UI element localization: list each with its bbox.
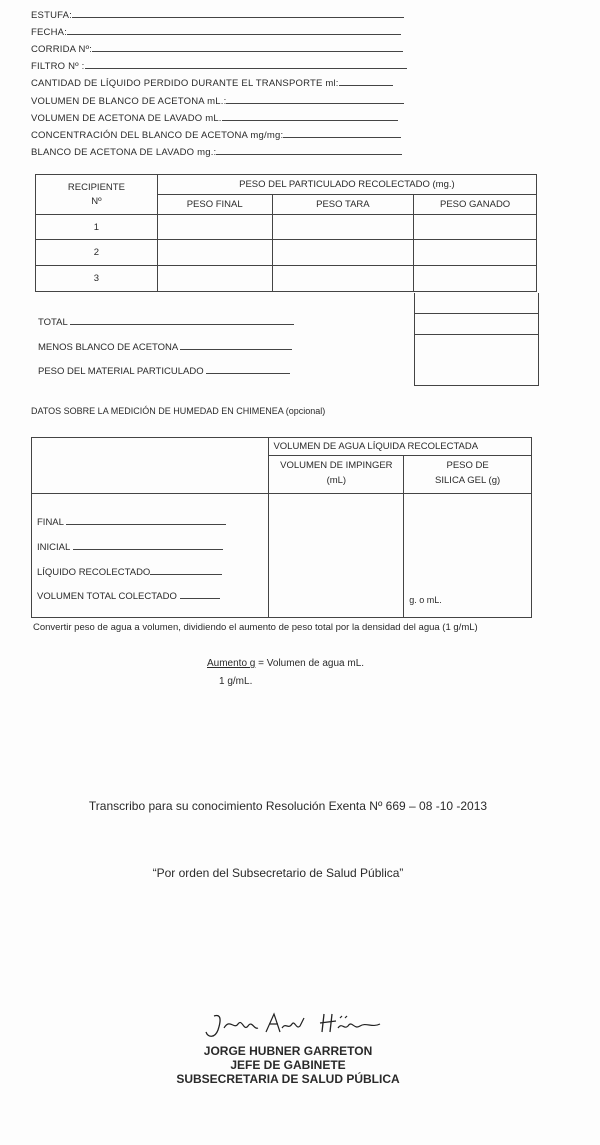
cell-volumen-impinger[interactable] xyxy=(269,494,404,618)
formula-numerator: Aumento g xyxy=(207,658,256,669)
peso-ganado-header: PESO GANADO xyxy=(414,195,537,215)
table-row-label: 2 xyxy=(36,240,158,266)
field-concentracion[interactable]: CONCENTRACIÓN DEL BLANCO DE ACETONA mg/mg: xyxy=(31,128,401,141)
handwritten-signature xyxy=(200,1008,400,1042)
cell-peso-ganado-3[interactable] xyxy=(414,266,537,292)
formula-line xyxy=(207,658,364,669)
signer-title: JEFE DE GABINETE xyxy=(230,1058,346,1072)
unit-note: g. o mL. xyxy=(409,595,442,605)
cell-peso-ganado-2[interactable] xyxy=(414,240,537,266)
row-volumen-total[interactable]: VOLUMEN TOTAL COLECTADO xyxy=(37,589,220,602)
convert-note: Convertir peso de agua a volumen, dividiendo el aumento de peso total por la densidad del agua (1 g/mL) xyxy=(33,622,478,633)
order-text: “Por orden del Subsecretario de Salud Pública” xyxy=(152,866,404,880)
field-filtro[interactable]: FILTRO Nº : xyxy=(31,59,407,72)
peso-final-header: PESO FINAL xyxy=(157,195,272,215)
peso-tara-header: PESO TARA xyxy=(272,195,414,215)
row-liquido-recolectado[interactable]: LÍQUIDO RECOLECTADO xyxy=(37,565,222,578)
particulate-table xyxy=(35,174,537,292)
row-inicial[interactable]: INICIAL xyxy=(37,540,223,553)
field-blanco-lavado[interactable]: BLANCO DE ACETONA DE LAVADO mg.: xyxy=(31,145,402,158)
humidity-blank-header xyxy=(32,438,269,494)
signer-department: SUBSECRETARIA DE SALUD PÚBLICA xyxy=(176,1072,400,1086)
table-row-label: 1 xyxy=(36,215,158,240)
peso-material-line[interactable]: PESO DEL MATERIAL PARTICULADO xyxy=(38,364,290,377)
humidity-title: DATOS SOBRE LA MEDICIÓN DE HUMEDAD EN CHIMENEA (opcional) xyxy=(31,406,326,416)
volumen-impinger-header: VOLUMEN DE IMPINGER (mL) xyxy=(269,456,404,494)
material-particulado-box[interactable] xyxy=(414,335,539,386)
field-corrida[interactable]: CORRIDA Nº: xyxy=(31,42,403,55)
recipiente-header: RECIPIENTE Nº xyxy=(36,175,158,215)
cell-peso-tara-2[interactable] xyxy=(272,240,414,266)
cell-peso-ganado-1[interactable] xyxy=(414,215,537,240)
total-box[interactable] xyxy=(414,293,539,314)
cell-peso-final-1[interactable] xyxy=(157,215,272,240)
signature-image xyxy=(200,1008,400,1042)
menos-blanco-box[interactable] xyxy=(414,314,539,335)
silica-gel-header: PESO DE SILICA GEL (g) xyxy=(404,456,532,494)
field-volumen-lavado[interactable]: VOLUMEN DE ACETONA DE LAVADO mL. xyxy=(31,111,398,124)
table-row-label: 3 xyxy=(36,266,158,292)
formula-rhs: = Volumen de agua mL. xyxy=(258,658,365,669)
field-volumen-blanco[interactable]: VOLUMEN DE BLANCO DE ACETONA mL.: xyxy=(31,94,404,107)
menos-blanco-line[interactable]: MENOS BLANCO DE ACETONA xyxy=(38,340,292,353)
signer-name: JORGE HUBNER GARRETON xyxy=(203,1044,373,1058)
cell-peso-final-3[interactable] xyxy=(157,266,272,292)
signature-block xyxy=(0,1044,588,1086)
row-final[interactable]: FINAL xyxy=(37,515,226,528)
formula-denominator: 1 g/mL. xyxy=(219,676,253,687)
resolution-text: Transcribo para su conocimiento Resolución Exenta Nº 669 – 08 -10 -2013 xyxy=(88,799,488,813)
field-fecha[interactable]: FECHA: xyxy=(31,25,401,38)
field-liquido-perdido[interactable]: CANTIDAD DE LÍQUIDO PERDIDO DURANTE EL TRANSPORTE ml: xyxy=(31,76,393,89)
cell-peso-final-2[interactable] xyxy=(157,240,272,266)
humidity-rows-cell xyxy=(32,494,269,618)
cell-peso-tara-1[interactable] xyxy=(272,215,414,240)
volumen-agua-header: VOLUMEN DE AGUA LÍQUIDA RECOLECTADA xyxy=(269,438,532,456)
total-line[interactable]: TOTAL xyxy=(38,315,294,328)
field-estufa[interactable]: ESTUFA: xyxy=(31,8,404,21)
cell-peso-tara-3[interactable] xyxy=(272,266,414,292)
cell-silica-gel[interactable] xyxy=(404,494,532,618)
humidity-table xyxy=(31,437,532,618)
peso-particulado-header: PESO DEL PARTICULADO RECOLECTADO (mg.) xyxy=(157,175,536,195)
